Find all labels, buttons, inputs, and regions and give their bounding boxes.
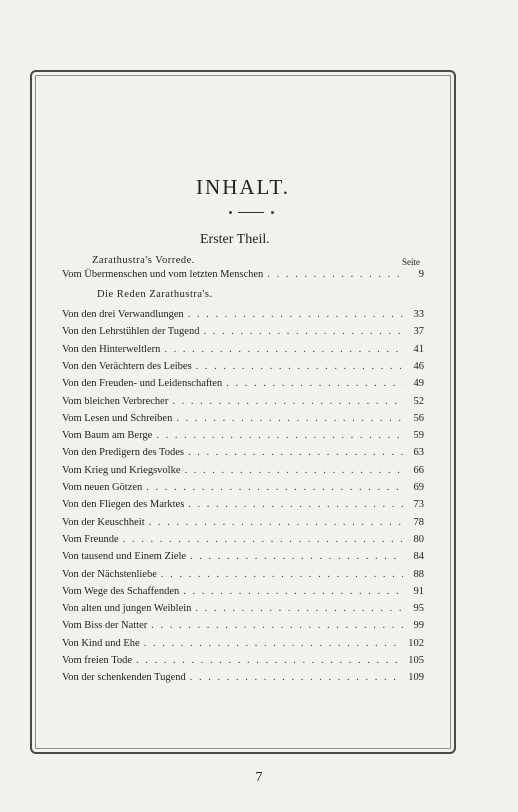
toc-entry	[62, 341, 424, 358]
rule-dot-left	[229, 211, 232, 214]
toc-entry-title: Vom neuen Götzen	[62, 482, 143, 493]
toc-entry-page: 99	[413, 620, 424, 632]
toc-entry-title: Von den Lehrstühlen der Tugend	[62, 326, 200, 338]
toc-entry-page: 66	[413, 464, 424, 476]
toc-entry-page: 80	[413, 533, 424, 545]
toc-entry-page: 59	[413, 430, 424, 442]
toc-entry-page: 102	[408, 637, 424, 649]
toc-entry	[62, 427, 424, 444]
toc-entry-page: 109	[408, 672, 424, 684]
toc-entry	[62, 566, 424, 583]
toc-entry-title: Von alten und jungen Weiblein	[62, 603, 192, 615]
toc-leader-dots	[161, 566, 403, 583]
toc-entry-title: Von den drei Verwandlungen	[62, 309, 184, 320]
toc-leader-dots	[185, 462, 404, 479]
toc-leader-dots	[196, 358, 403, 375]
toc-entry	[62, 479, 424, 496]
toc-entry-title: Von der schenkenden Tugend	[62, 672, 186, 684]
toc-entry	[62, 531, 424, 548]
toc-entry-page: 84	[413, 551, 424, 563]
toc-entry-title: Vom Krieg und Kriegsvolke	[62, 464, 181, 476]
toc-entry-page: 52	[413, 395, 424, 407]
toc-entry-page: 63	[413, 447, 424, 459]
toc-leader-dots	[190, 548, 403, 565]
toc-leader-dots	[176, 410, 403, 427]
toc-entry-title: Von Kind und Ehe	[62, 637, 140, 649]
toc-leader-dots	[195, 600, 403, 617]
toc-entry-title: Vom Biss der Natter	[62, 620, 148, 632]
toc-entry	[62, 635, 424, 652]
toc-entry-page: 105	[408, 655, 424, 666]
toc-leader-dots	[149, 514, 403, 531]
toc-entry	[62, 462, 424, 479]
toc-entry-title: Von den Verächtern des Leibes	[62, 360, 192, 372]
part-title: Erster Theil.	[200, 232, 270, 247]
toc-entry-page: 49	[413, 378, 424, 390]
toc-leader-dots	[151, 617, 403, 634]
toc-entry	[62, 375, 424, 392]
toc-entry-page: 56	[413, 412, 424, 424]
toc-leader-dots	[267, 266, 403, 283]
toc-entry	[62, 583, 424, 600]
toc-entry-title: Von der Keuschheit	[62, 516, 145, 528]
toc-entry-title: Von der Nächstenliebe	[62, 568, 157, 580]
toc-entry-page: 9	[418, 269, 424, 280]
toc-entry	[62, 617, 424, 634]
toc-entry	[62, 410, 424, 427]
rule-dot-right	[271, 211, 274, 214]
toc-leader-dots	[203, 323, 403, 340]
page-title: INHALT.	[196, 175, 290, 199]
toc-entry-page: 69	[413, 482, 424, 493]
toc-leader-dots	[188, 444, 403, 461]
toc-entry	[62, 496, 424, 513]
toc-entry-page: 95	[413, 603, 424, 615]
toc-entry	[62, 669, 424, 686]
toc-leader-dots	[172, 393, 403, 410]
toc-entry	[62, 652, 424, 669]
toc-entry	[62, 323, 424, 340]
toc-entry-page: 91	[413, 585, 424, 597]
toc-entry-title: Von tausend und Einem Ziele	[62, 551, 187, 563]
toc-entry	[62, 393, 424, 410]
toc-leader-dots	[156, 427, 403, 444]
toc-entry-title: Vom Freunde	[62, 533, 119, 545]
toc-entry-title: Vom Lesen und Schreiben	[62, 412, 173, 424]
toc-leader-dots	[188, 496, 403, 513]
toc-leader-dots	[226, 375, 403, 392]
toc-entry-page: 78	[413, 516, 424, 528]
toc-entry-title: Vom Baum am Berge	[62, 430, 153, 442]
toc-entry	[62, 600, 424, 617]
toc-leader-dots	[164, 341, 403, 358]
toc-leader-dots	[136, 652, 403, 669]
toc-entry	[62, 444, 424, 461]
toc-leader-dots	[123, 531, 403, 548]
toc-entry	[62, 306, 424, 323]
page-column-label: Seite	[402, 257, 420, 267]
toc-leader-dots	[190, 669, 403, 686]
toc-entry-preface	[62, 266, 424, 283]
toc-entry-page: 37	[413, 326, 424, 338]
toc-entry-page: 46	[413, 360, 424, 372]
toc-leader-dots	[183, 583, 403, 600]
page-number: 7	[255, 770, 263, 785]
toc-entry-page: 73	[413, 499, 424, 511]
toc-entry-title: Von den Predigern des Todes	[62, 447, 184, 459]
toc-leader-dots	[146, 479, 403, 496]
section-speeches: Die Reden Zarathustra's.	[97, 289, 213, 300]
toc-entry-page: 33	[413, 309, 424, 320]
toc-leader-dots	[144, 635, 403, 652]
toc-entry-title: Von den Fliegen des Marktes	[62, 499, 185, 511]
toc-leader-dots	[188, 306, 403, 323]
toc-entry-title: Vom Übermenschen und vom letzten Menschen	[62, 269, 264, 280]
toc-entry-title: Von den Freuden- und Leidenschaften	[62, 378, 223, 390]
toc-entry-title: Vom freien Tode	[62, 655, 133, 666]
title-rule	[238, 212, 264, 213]
toc-entry-title: Von den Hinterweltlern	[62, 343, 161, 355]
toc-entry-title: Vom bleichen Verbrecher	[62, 395, 169, 407]
toc-entry-page: 41	[413, 343, 424, 355]
toc-entry	[62, 514, 424, 531]
toc-entry	[62, 358, 424, 375]
section-preface: Zarathustra's Vorrede.	[92, 255, 195, 266]
toc-entry-title: Vom Wege des Schaffenden	[62, 585, 180, 597]
toc-entry	[62, 548, 424, 565]
toc-entry-page: 88	[413, 568, 424, 580]
